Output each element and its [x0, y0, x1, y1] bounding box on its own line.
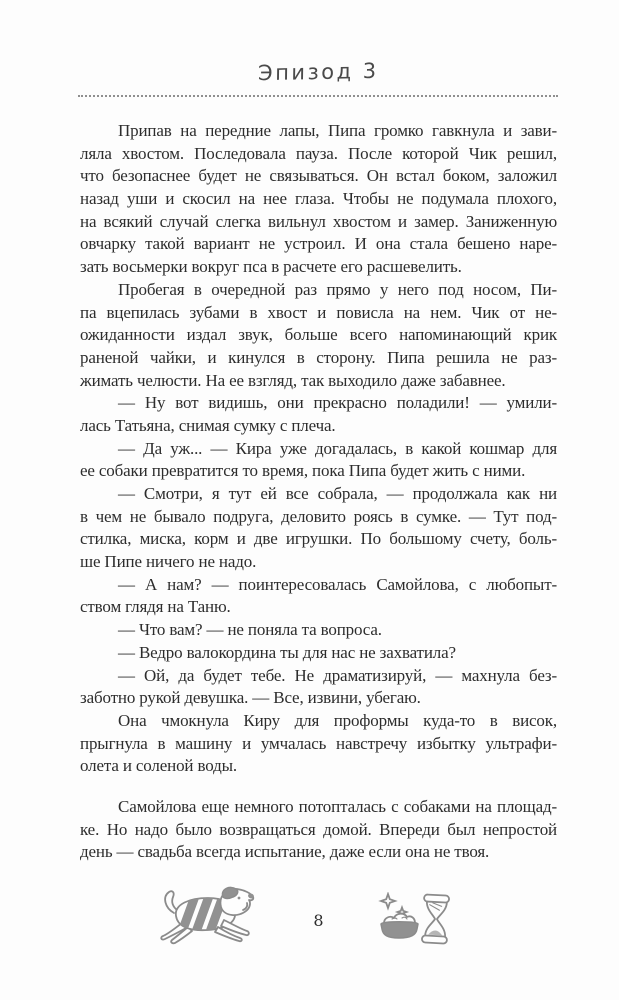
- text-line: на всякий случай слегка вильнул хвостом и замер. Заниженную: [80, 211, 557, 231]
- text-line: — Смотри, я тут ей все собрала, — продолжала как ни: [118, 484, 557, 503]
- text-line: ше Пипе ничего не надо.: [80, 552, 257, 572]
- text-line: овчарку такой вариант не устроил. И она стала бешено наре-: [80, 234, 557, 254]
- text-line: ее собаки превратится то время, пока Пипа будет жить с ними.: [80, 461, 526, 481]
- paragraph: [80, 483, 557, 574]
- paragraph: [80, 438, 557, 483]
- bowl-hourglass-illustration: [378, 892, 450, 946]
- text-line: Пробегая в очередной раз прямо у него под носом, Пи-: [118, 279, 557, 299]
- text-line: ляла хвостом. Последовала пауза. После которой Чик решил,: [80, 143, 557, 163]
- text-line: ожиданности издал звук, больше всего напоминающий крик: [80, 325, 557, 345]
- text-line: — А нам? — поинтересовалась Самойлова, с любопыт-: [118, 574, 557, 594]
- text-line: стилка, миска, корм и две игрушки. По большому счету, боль-: [80, 529, 557, 549]
- text-line: ке. Но надо было возвращаться домой. Впереди был непростой: [80, 819, 557, 839]
- text-line: что безопаснее будет не связываться. Он встал боком, заложил: [80, 166, 557, 186]
- text-line: прыгнула в машину и умчалась навстречу избытку ультрафи-: [80, 733, 557, 753]
- text-line: заботно рукой девушка. — Все, извини, убегаю.: [80, 688, 421, 708]
- chapter-heading-text: Эпизод 3: [258, 58, 379, 86]
- text-line: назад уши и скосил на нее глаза. Чтобы не подумала плохого,: [80, 189, 557, 209]
- text-line: — Да уж... — Кира уже догадалась, в какой кошмар для: [118, 438, 557, 458]
- paragraph: [80, 279, 557, 392]
- text-line: ством глядя на Таню.: [80, 597, 231, 617]
- text-line: Самойлова еще немного потопталась с собаками на площад-: [118, 796, 557, 816]
- paragraph: [80, 619, 557, 642]
- text-line: — Ну вот видишь, они прекрасно поладили! — умили-: [118, 393, 557, 413]
- hourglass-icon: [422, 894, 449, 943]
- dotted-divider: [78, 95, 558, 97]
- paragraph: [80, 120, 557, 279]
- text-line: — Ведро валокордина ты для нас не захватила?: [118, 642, 456, 662]
- paragraph: [80, 574, 557, 619]
- text-line: раненой чайки, и кинулся в сторону. Пипа решила не раз-: [80, 347, 557, 367]
- chapter-heading: [80, 60, 557, 92]
- text-line: лась Татьяна, снимая сумку с плеча.: [80, 415, 336, 435]
- text-line: — Что вам? — не поняла та вопроса.: [118, 620, 382, 640]
- text-line: зать восьмерки вокруг пса в расчете его расшевелить.: [80, 257, 462, 277]
- text-line: в чем не бывало подруга, деловито роясь в сумке. — Тут под-: [80, 506, 557, 526]
- text-line: день — свадьба всегда испытание, даже если она не твоя.: [80, 842, 490, 862]
- text-line: Она чмокнула Киру для проформы куда-то в висок,: [118, 710, 557, 730]
- text-line: па вцепилась зубами в хвост и повисла на нем. Чик от не-: [80, 302, 557, 322]
- paragraph: [80, 665, 557, 710]
- food-bowl-icon: [381, 914, 418, 938]
- paragraph: [80, 796, 557, 864]
- page-number: 8: [313, 911, 324, 930]
- paragraph: [80, 642, 557, 665]
- page-body-text: [80, 120, 557, 864]
- paragraph: [80, 392, 557, 437]
- text-line: жимать челюсти. На ее взгляд, так выходило даже забавнее.: [80, 370, 506, 390]
- paragraph: [80, 710, 557, 778]
- text-line: — Ой, да будет тебе. Не драматизируй, — махнула без-: [118, 665, 557, 685]
- text-line: Припав на передние лапы, Пипа громко гавкнула и зави-: [118, 121, 557, 140]
- text-line: олета и соленой воды.: [80, 756, 237, 776]
